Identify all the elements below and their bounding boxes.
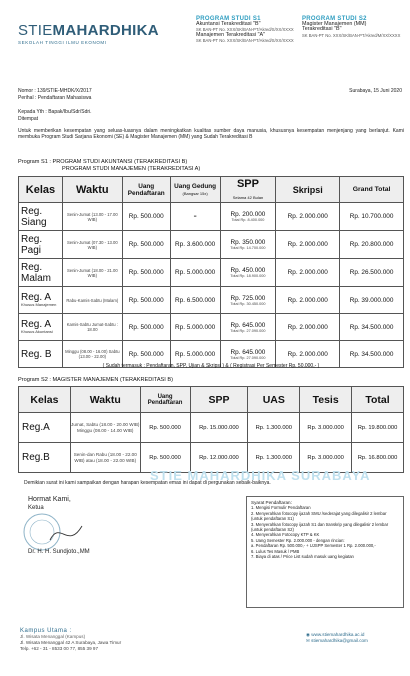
cell-daftar: Rp. 500.000 [122, 231, 170, 259]
footer-contact [306, 632, 406, 644]
cell-daftar: Rp. 500.000 [122, 203, 170, 231]
table-row [19, 203, 404, 231]
col-spp: SPP [190, 387, 248, 413]
footer-website[interactable]: www.stiemahardhika.ac.id [311, 632, 365, 637]
cell-kelas: Reg. B [19, 341, 63, 368]
recipient-place: Ditempat [18, 115, 39, 122]
cell-kelas: Reg. Siang [19, 203, 63, 231]
letter-date: Surabaya, 15 Juni 2020 [349, 88, 402, 94]
cell-gedung: Rp. 5.000.000 [170, 314, 220, 341]
cell-total: Rp. 39.000.000 [340, 287, 404, 314]
cell-gedung: Rp. 5.000.000 [170, 259, 220, 287]
program-s1-title-line1: Program S1 : PROGRAM STUDI AKUNTANSI (TERAKREDITASI B) [18, 159, 188, 165]
letter-nomor: Nomor : 139/STIE-MHDK/X/2017 [18, 88, 92, 94]
program-s1-table [18, 176, 404, 368]
requirements-box [246, 496, 404, 608]
col-kelas: Kelas [19, 177, 63, 203]
header-s2-line1: Magister Manajemen (MM) [302, 21, 367, 28]
col-waktu: Waktu [62, 177, 122, 203]
cell-total: Rp. 16.800.000 [352, 443, 404, 473]
signature-name: Dr. H. H. Sundjoto.,MM [28, 549, 90, 555]
cell-spp: Rp. 645.000 Total Rp. 27.090.000 [220, 341, 276, 368]
cell-gedung: - [170, 203, 220, 231]
signature-role: Ketua [28, 505, 44, 511]
cell-waktu: Senin-dan Rabu (18.00 - 22.00 WIB) atau (18.00 - 22.00 WIB) [70, 443, 140, 473]
brand-tagline: SEKOLAH TINGGI ILMU EKONOMI [18, 40, 107, 45]
cell-skripsi: Rp. 2.000.000 [276, 203, 340, 231]
header-s2 [302, 17, 402, 38]
header-s1-line1: Akuntansi Terakreditasi "B" [196, 21, 261, 28]
footer-campus [20, 628, 220, 652]
cell-gedung: Rp. 6.500.000 [170, 287, 220, 314]
cell-daftar: Rp. 500.000 [122, 259, 170, 287]
table-row [19, 314, 404, 341]
header-s1-title: PROGRAM STUDI S1 [196, 16, 261, 22]
cell-skripsi: Rp. 2.000.000 [276, 341, 340, 368]
cell-gedung: Rp. 3.600.000 [170, 231, 220, 259]
cell-total: Rp. 26.500.000 [340, 259, 404, 287]
cell-waktu: Rabu-Kamis-Sabtu (Malam) [62, 287, 122, 314]
header-s1 [196, 17, 296, 43]
cell-waktu: Senin-Jumat (13.00 - 17.00 WIB) [62, 203, 122, 231]
table-header-row [19, 387, 404, 413]
cell-total: Rp. 20.800.000 [340, 231, 404, 259]
cell-gedung: Rp. 5.000.000 [170, 341, 220, 368]
letter-recipient [18, 109, 268, 122]
cell-daftar: Rp. 500.000 [122, 314, 170, 341]
header-s1-line4: SK BAN-PT No. XXX/SK/BAN-PT/Akred/S/XX/XXXX [196, 37, 294, 43]
header-s2-line2: Terakreditasi "B" [302, 26, 342, 33]
cell-uas: Rp. 1.300.000 [248, 443, 300, 473]
campus-phone: Telp. +62 - 31 - 8533 00 77, 855 39 97 [20, 646, 99, 651]
cell-kelas: Reg. A Khusus Akuntansi [19, 314, 63, 341]
brand-name: STIEMAHARDHIKA [18, 22, 159, 39]
cell-waktu: Senin-Jumat (18.00 - 21.00 WIB) [62, 259, 122, 287]
requirement-item: 5. Uang Semester Rp. 2.000.000 - dengan rincian: [251, 537, 345, 543]
cell-kelas: Reg. A Khusus Manajemen [19, 287, 63, 314]
cell-total: Rp. 34.500.000 [340, 314, 404, 341]
cell-daftar: Rp. 500.000 [122, 287, 170, 314]
cell-skripsi: Rp. 2.000.000 [276, 287, 340, 314]
cell-waktu: Kamis-Sabtu Jumat-Sabtu : 18.00 [62, 314, 122, 341]
col-waktu: Waktu [70, 387, 140, 413]
cell-tesis: Rp. 3.000.000 [300, 413, 352, 443]
program-s1-title [18, 159, 404, 173]
cell-uas: Rp. 1.300.000 [248, 413, 300, 443]
header-s1-line3: Manajemen Terakreditasi "A" [196, 31, 266, 38]
cell-skripsi: Rp. 2.000.000 [276, 259, 340, 287]
brand-logo [18, 22, 168, 45]
signature-greeting: Hormat Kami, [28, 496, 71, 503]
col-uas: UAS [248, 387, 300, 413]
program-s1-footnote: ( Sudah termasuk : Pendaftaran, SPP, Ujian & Skripsi ) & ( Registrasi Per Semester Rp. 50.000,- ) [102, 363, 320, 369]
cell-spp: Rp. 645.000 Total Rp. 27.090.000 [220, 314, 276, 341]
cell-kelas: Reg. Malam [19, 259, 63, 287]
requirements-title: Syarat Pendaftaran: [251, 500, 292, 505]
cell-waktu: Minggu (08.00 - 16.00) Sabtu (13.00 - 22.00) [62, 341, 122, 368]
footer-email[interactable]: stiemahardhika@gmail.com [311, 638, 368, 643]
col-total: Total [352, 387, 404, 413]
mail-icon: ✉ [306, 638, 312, 643]
program-s2-table [18, 386, 404, 473]
requirement-item: 2. Menyerahkan fotocopy ijazah SMU /sederajat yang dilegalisir 2 lembar (untuk pendaftaran S1) [251, 510, 387, 522]
cell-daftar: Rp. 500.000 [140, 443, 190, 473]
campus-sub: Jl. Wisata Menanggal (Kampus) [20, 634, 86, 639]
cell-spp: Rp. 15.000.000 [190, 413, 248, 443]
program-s2-title: Program S2 : MAGISTER MANAJEMEN (TERAKREDITASI B) [18, 377, 173, 383]
signature-block [28, 496, 138, 555]
closing-text: Demikian surat ini kami sampaikan dengan harapan kesempatan emas ini dapat di pergunakan sebaik-baiknya. [24, 480, 271, 486]
col-grand-total: Grand Total [340, 177, 404, 203]
header-s2-line3: SK BAN-PT No. XXX/SK/BAN-PT/Akred/M/XX/XXXX [302, 32, 401, 38]
recipient-line: Kepada Yth : Bapak/Ibu/Sdr/Sdri. [18, 109, 92, 115]
table-header-row [19, 177, 404, 203]
col-kelas: Kelas [19, 387, 71, 413]
cell-tesis: Rp. 3.000.000 [300, 443, 352, 473]
letter-meta [18, 88, 218, 101]
cell-daftar: Rp. 500.000 [140, 413, 190, 443]
letter-intro: Untuk memberikan kesempatan yang seluas-luasnya dalam meningkatkan kualitas sumber daya manusia, khususnya kesempatan menjenjang yang berlanjut. Kami membuka Program Studi Sarjana Ekonomi (SE) & Magister Manajemen (MM) yang Sudah Terakreditasi B [18, 128, 404, 141]
letter-perihal: Perihal : Pendaftaran Mahasiswa [18, 94, 92, 101]
table-row [19, 231, 404, 259]
table-row [19, 287, 404, 314]
col-uang-pendaftaran: Uang Pendaftaran [140, 387, 190, 413]
table-row [19, 413, 404, 443]
requirement-item: 3. Menyerahkan fotocopy ijazah S1 dan transkrip yang dilegalisir 2 lembar (untuk pendaftaran S2) [251, 521, 389, 533]
campus-title: Kampus Utama : [20, 628, 72, 634]
col-uang-gedung: Uang Gedung (Bangsar 15x) [170, 177, 220, 203]
cell-kelas: Reg.B [19, 443, 71, 473]
requirement-item: 4. Menyerahkan Fotocopy KTP & KK [251, 532, 320, 538]
cell-waktu: Jumat, Sabtu (18.00 - 20.00 WIB) Minggu (08.00 - 14.00 WIB) [70, 413, 140, 443]
cell-kelas: Reg.A [19, 413, 71, 443]
header-s1-line2: SK BAN-PT No. XXX/SK/BAN-PT/Akred/S/XX/XXXX [196, 27, 294, 33]
cell-skripsi: Rp. 2.000.000 [276, 314, 340, 341]
cell-spp: Rp. 725.000 Total Rp. 30.450.000 [220, 287, 276, 314]
cell-total: Rp. 19.800.000 [352, 413, 404, 443]
requirement-item: 7. Biaya di atas / Price List sudah masuk uang kegiatan [251, 554, 354, 560]
campus-address: Jl. Wisata Menanggal 42 A Surabaya, Jawa Timur [20, 640, 122, 645]
col-spp: SPP Selama 42 Bulan [220, 177, 276, 203]
table-row [19, 259, 404, 287]
cell-daftar: Rp. 500.000 [122, 341, 170, 368]
requirement-item: 1. Mengisi Formulir Pendaftaran [251, 505, 311, 511]
cell-skripsi: Rp. 2.000.000 [276, 231, 340, 259]
cell-total: Rp. 10.700.000 [340, 203, 404, 231]
cell-total: Rp. 34.500.000 [340, 341, 404, 368]
cell-spp: Rp. 200.000 Total Rp. 8.400.000 [220, 203, 276, 231]
cell-spp: Rp. 350.000 Total Rp. 14.700.000 [220, 231, 276, 259]
cell-spp: Rp. 12.000.000 [190, 443, 248, 473]
requirement-item: 6. Lulus Tes Masuk / PMB [251, 548, 300, 554]
cell-waktu: Senin-Jumat (07.30 - 13.00 WIB) [62, 231, 122, 259]
header-s2-title: PROGRAM STUDI S2 [302, 16, 367, 22]
col-tesis: Tesis [300, 387, 352, 413]
requirement-item: a. Pendaftaran Rp. 500.000,- + UJSPP Semester 1 Rp. 2.000.000,- [251, 543, 376, 549]
watermark: STIE MAHARDHIKA SURABAYA [150, 468, 371, 483]
cell-spp: Rp. 450.000 Total Rp. 18.900.000 [220, 259, 276, 287]
program-s1-title-line2: PROGRAM STUDI MANAJEMEN (TERAKREDITASI A) [62, 165, 201, 172]
globe-icon: ◉ [306, 632, 312, 637]
footer-email-row[interactable] [306, 638, 406, 644]
col-skripsi: Skripsi [276, 177, 340, 203]
cell-kelas: Reg. Pagi [19, 231, 63, 259]
col-uang-pendaftaran: Uang Pendaftaran [122, 177, 170, 203]
